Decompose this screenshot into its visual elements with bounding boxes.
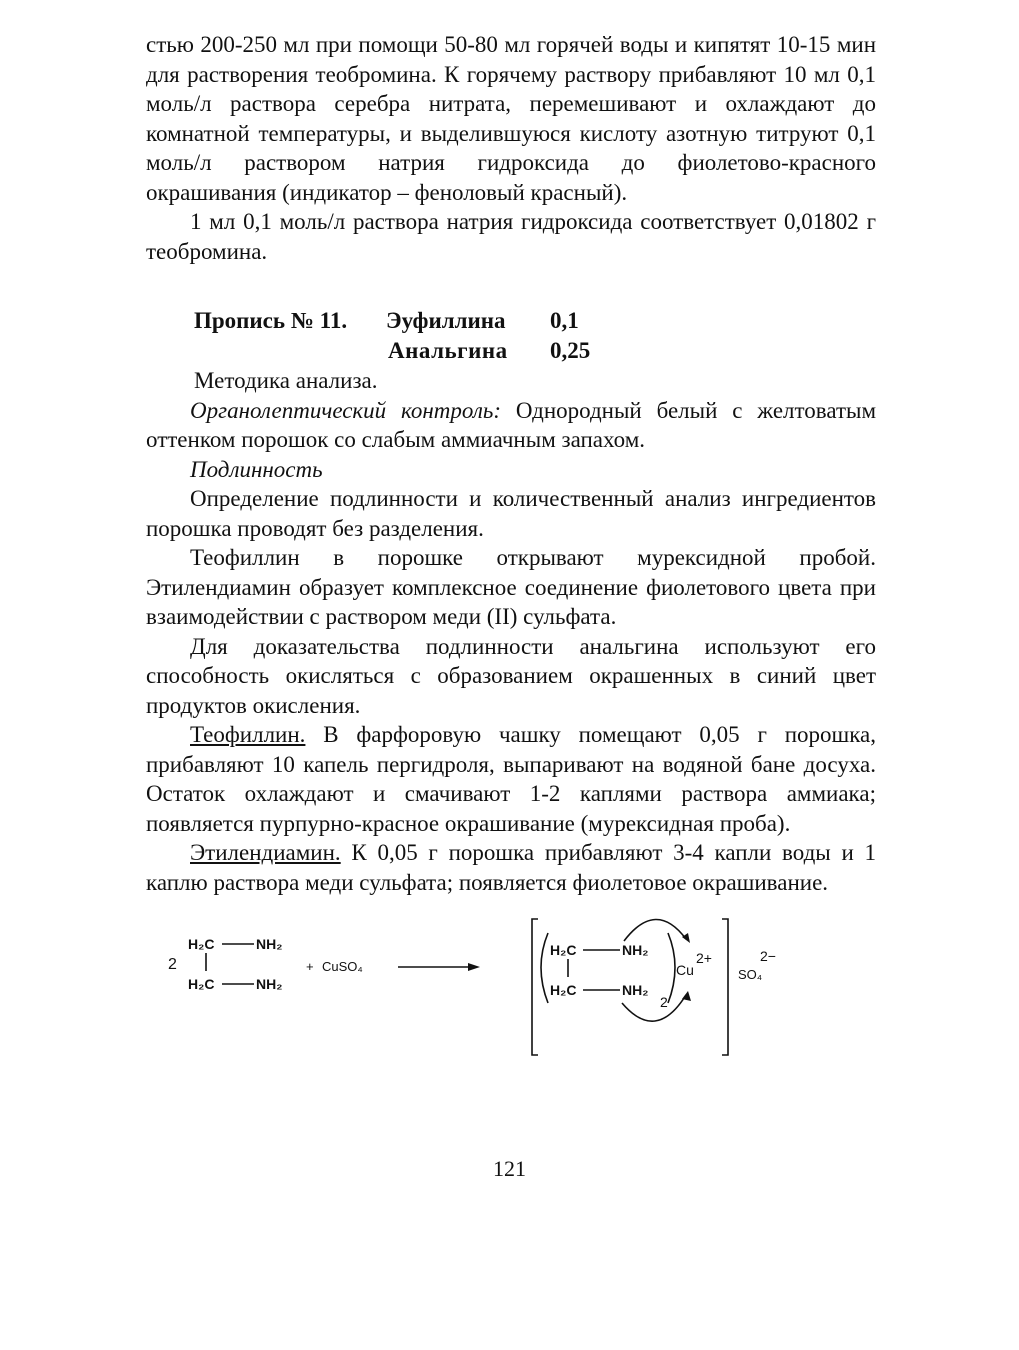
coefficient: 2 [168,956,177,973]
h2c-label: H₂C [188,936,215,952]
ethylenediamine-label: Этилендиамин. [190,840,341,865]
copper-charge: 2+ [696,950,712,966]
paragraph-analgin: Для доказательства подлинности анальгина используют его способность окисляться с образованием окрашенных в синий цвет продуктов окисления. [146,633,876,718]
page-number: 121 [493,1156,526,1181]
h2c-label: H₂C [188,976,215,992]
nh2-label: NH₂ [622,942,649,958]
nh2-label: NH₂ [622,982,649,998]
recipe-block [146,306,876,366]
recipe-label: Пропись № 11. [194,308,348,333]
paragraph-titration-equivalent: 1 мл 0,1 моль/л раствора натрия гидроксида соответствует 0,01802 г теобромина. [146,209,876,264]
ethylenediamine-text: К 0,05 г порошка прибавляют 3-4 капли воды и 1 каплю раствора меди сульфата; появляется фиолетовое окрашивание. [146,840,876,895]
coordination-arrow-bottom [622,995,686,1021]
copper-label: Cu [676,962,694,978]
page-content [146,30,876,1067]
recipe-item-name: Эуфиллина [386,308,506,333]
paragraph-authenticity-general: Определение подлинности и количественный анализ ингредиентов порошка проводят без разделения. [146,486,876,541]
arrow-head [468,963,480,971]
right-round-bracket [668,933,675,1003]
organoleptic-paragraph [146,396,876,455]
recipe-item-amount: 0,1 [550,308,579,333]
right-square-bracket [722,919,728,1055]
paragraph-theophylline-test [146,720,876,838]
authenticity-heading: Подлинность [190,456,323,482]
recipe-item-amount: 0,25 [550,338,591,363]
method-title: Методика анализа. [194,368,378,393]
coordination-arrow-top [624,919,686,941]
theophylline-label: Теофиллин. [190,722,306,747]
nh2-label: NH₂ [256,976,283,992]
organoleptic-label: Органолептический контроль: [190,397,501,423]
paragraph-theophylline-ethylenediamine: Теофиллин в порошке открывают мурексидной пробой. Этилендиамин образует комплексное соединение фиолетового цвета при взаимодействии с раствором меди (II) сульфата. [146,545,876,629]
reaction-scheme [146,907,876,1067]
organoleptic-text: Однородный белый с желтоватым оттенком порошок со слабым аммиачным запахом. [146,397,877,452]
paragraph-theobromine-method: стью 200-250 мл при помощи 50-80 мл горячей воды и кипятят 10-15 мин для растворения теобромина. К горячему раствору прибавляют 10 мл 0,1 моль/л раствора серебра нитрата, перемешивают и охлаждают до комнатной температуры, и выделившуюся кислоту азотную титруют 0,1 моль/л раствором натрия гидроксида до фиолетово-красного окрашивания (индикатор – феноловый красный). [146,32,876,205]
recipe-item-name: Анальгина [388,338,508,363]
reaction-equation [146,907,876,1067]
theophylline-text: В фарфоровую чашку помещают 0,05 г порошка, прибавляют 10 капель пергидроля, выпаривают на водяной бане досуха. Остаток охлаждают и смачивают 1-2 каплями раствора аммиака; появляется пурпурно-красное окрашивание (мурексидная проба). [146,722,876,836]
plus-sign: + [306,959,314,974]
nh2-label: NH₂ [256,936,283,952]
cuso4-label: CuSO₄ [322,959,363,974]
h2c-label: H₂C [550,982,577,998]
h2c-label: H₂C [550,942,577,958]
sulfate-label: SO₄ [738,967,763,982]
sulfate-charge: 2− [760,948,776,964]
ligand-index: 2 [660,994,668,1010]
left-round-bracket [541,933,548,1003]
paragraph-ethylenediamine-test [146,838,876,897]
left-square-bracket [532,919,538,1055]
